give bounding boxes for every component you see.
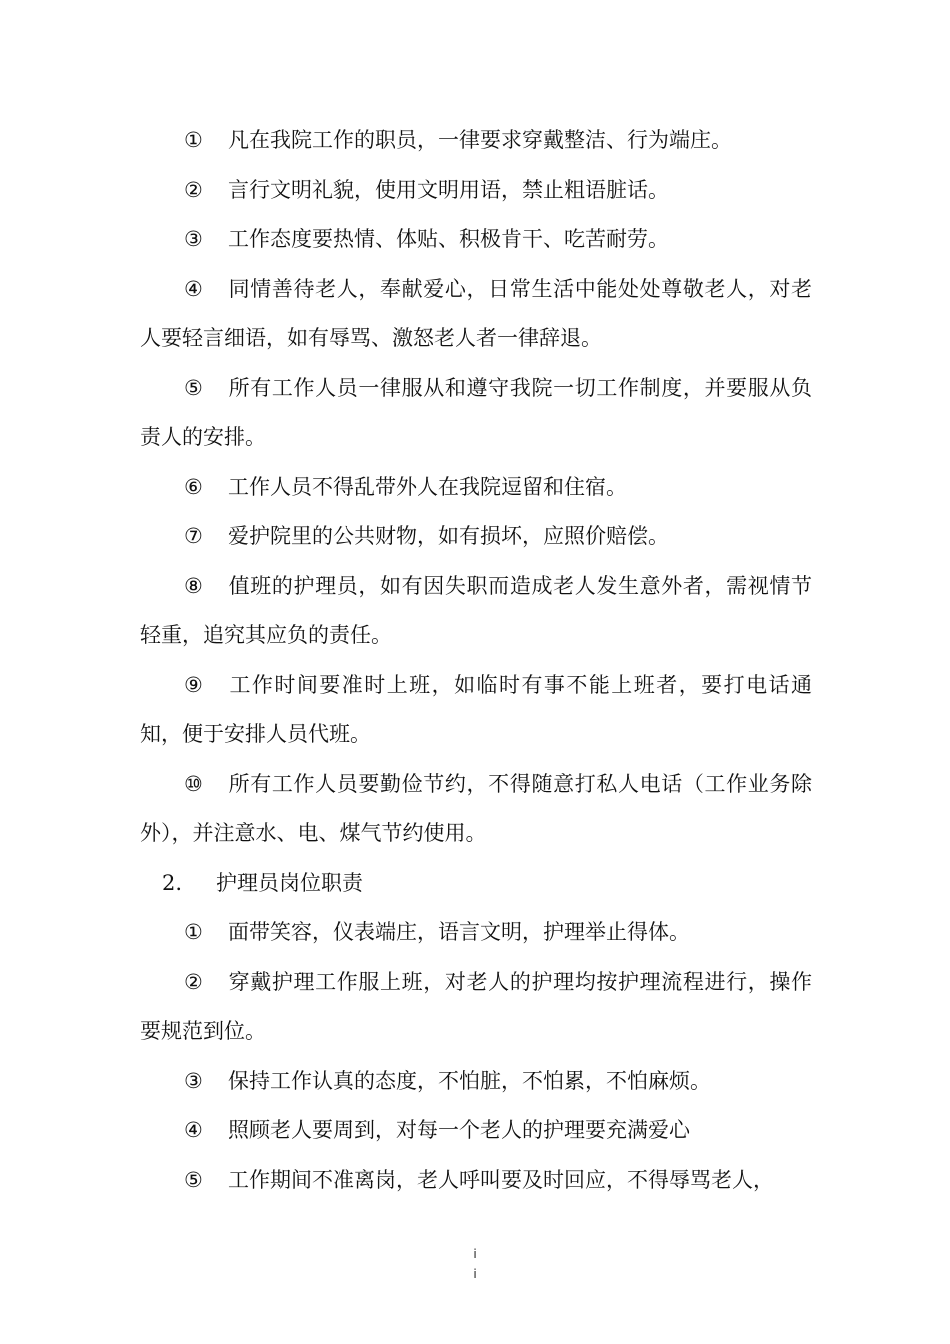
item-number: ⑧: [184, 573, 203, 598]
item-number: ⑤: [184, 1167, 203, 1192]
item-text: 凡在我院工作的职员，一律要求穿戴整洁、行为端庄。: [228, 128, 732, 152]
rule-item-7: [140, 512, 812, 562]
item-number: ①: [184, 920, 203, 944]
item-text: 工作时间要准时上班，如临时有事不能上班者，要打电话通知，便于安排人员代班。: [140, 672, 812, 746]
duty-item-4: [140, 1106, 812, 1156]
rule-item-2: [140, 166, 812, 216]
rule-item-5: [140, 364, 812, 463]
item-number: ④: [184, 276, 203, 301]
page-footer: [0, 1244, 950, 1284]
item-text: 同情善待老人，奉献爱心，日常生活中能处处尊敬老人，对老人要轻言细语，如有辱骂、激怒老人者一律辞退。: [140, 276, 812, 350]
item-number: ④: [184, 1118, 203, 1142]
item-number: ⑥: [184, 474, 203, 499]
item-text: 爱护院里的公共财物，如有损坏，应照价赔偿。: [228, 524, 669, 548]
item-text: 值班的护理员，如有因失职而造成老人发生意外者，需视情节轻重，追究其应负的责任。: [140, 573, 812, 647]
item-number: ①: [184, 128, 203, 152]
item-text: 面带笑容，仪表端庄，语言文明，护理举止得体。: [228, 920, 690, 944]
rule-item-8: [140, 562, 812, 661]
item-text: 工作期间不准离岗，老人呼叫要及时回应，不得辱骂老人，: [228, 1167, 774, 1192]
duty-item-5: [140, 1156, 812, 1206]
rule-item-3: [140, 215, 812, 265]
item-number: ③: [184, 1068, 203, 1093]
item-number: ⑦: [184, 524, 203, 548]
item-text: 所有工作人员一律服从和遵守我院一切工作制度，并要服从负责人的安排。: [140, 375, 812, 449]
section-number: 2.: [162, 870, 183, 895]
item-text: 穿戴护理工作服上班，对老人的护理均按护理流程进行，操作要规范到位。: [140, 969, 812, 1043]
item-number: ⑤: [184, 375, 203, 400]
rule-item-10: [140, 760, 812, 859]
duty-item-2: [140, 958, 812, 1057]
section-heading: [140, 859, 812, 909]
item-number: ②: [184, 177, 203, 202]
rule-item-1: [140, 116, 812, 166]
item-text: 工作人员不得乱带外人在我院逗留和住宿。: [228, 474, 627, 499]
duty-item-3: [140, 1057, 812, 1107]
rule-item-4: [140, 265, 812, 364]
page-number-line-1: i: [473, 1247, 477, 1261]
item-text: 所有工作人员要勤俭节约，不得随意打私人电话（工作业务除外），并注意水、电、煤气节约使用。: [140, 771, 812, 845]
item-number: ②: [184, 969, 203, 994]
item-text: 保持工作认真的态度，不怕脏，不怕累，不怕麻烦。: [228, 1068, 711, 1093]
item-number: ⑨: [184, 672, 203, 697]
section-title: 护理员岗位职责: [216, 870, 363, 895]
item-text: 照顾老人要周到，对每一个老人的护理要充满爱心: [228, 1118, 690, 1142]
duty-item-1: [140, 908, 812, 958]
page-number-line-2: i: [473, 1267, 477, 1281]
item-number: ③: [184, 227, 203, 251]
item-text: 言行文明礼貌，使用文明用语，禁止粗语脏话。: [228, 177, 669, 202]
item-text: 工作态度要热情、体贴、积极肯干、吃苦耐劳。: [228, 227, 669, 251]
document-body: [140, 116, 812, 1205]
item-number: ⑩: [184, 771, 203, 796]
rule-item-9: [140, 661, 812, 760]
rule-item-6: [140, 463, 812, 513]
